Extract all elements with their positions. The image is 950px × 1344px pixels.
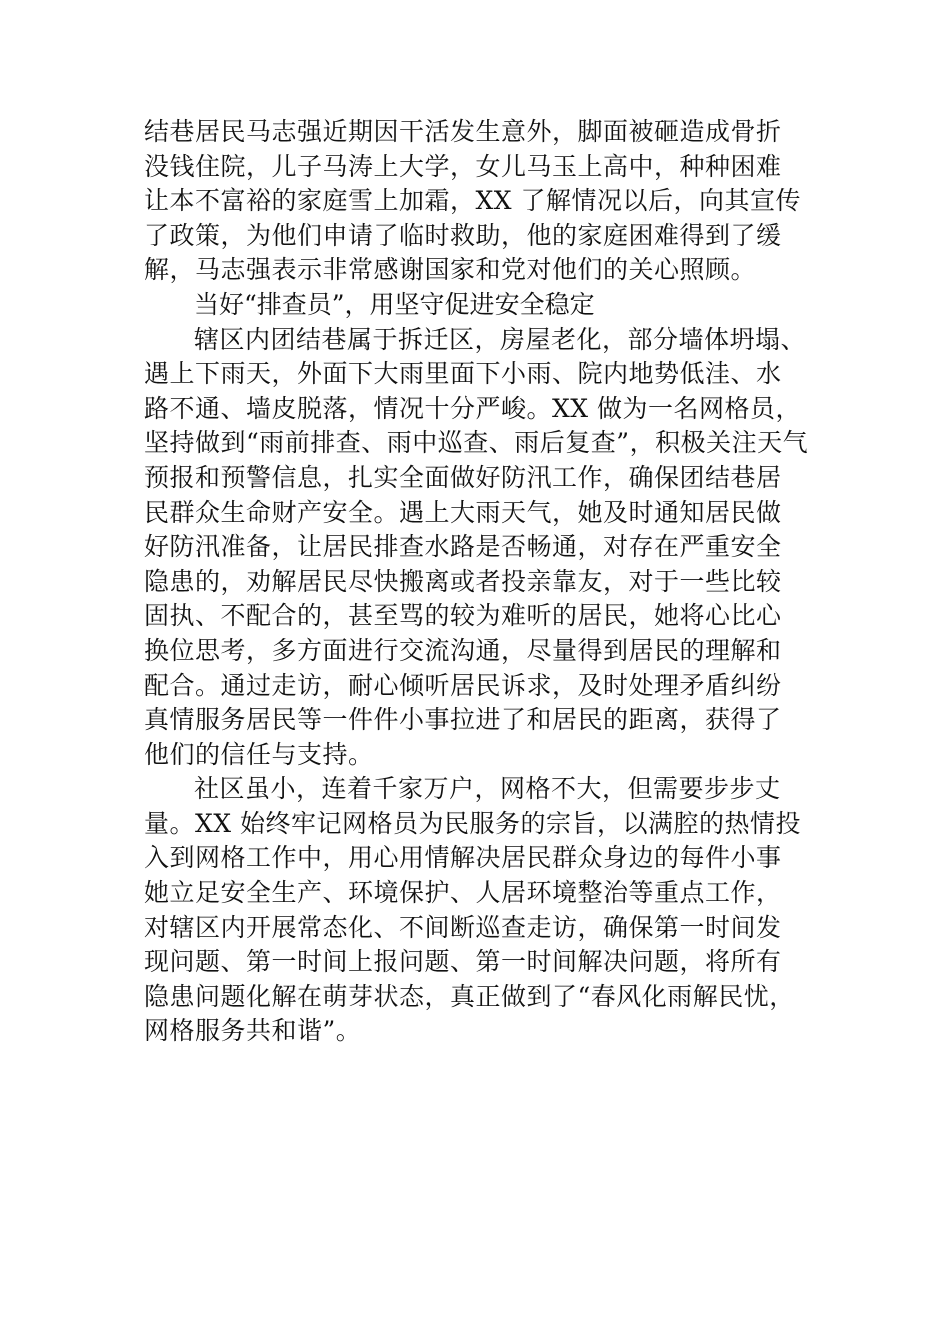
document-page bbox=[144, 115, 809, 1049]
text-line: 入到网格工作中，用心用情解决居民群众身边的每件小事 bbox=[144, 843, 782, 873]
text-line: 对辖区内开展常态化、不间断巡查走访，确保第一时间发 bbox=[144, 912, 782, 942]
text-line: 坚持做到“雨前排查、雨中巡查、雨后复查”，积极关注天气 bbox=[144, 428, 809, 458]
text-line: 固执、不配合的，甚至骂的较为难听的居民，她将心比心 bbox=[144, 601, 782, 631]
paragraph-1 bbox=[144, 115, 809, 288]
text-line: 民群众生命财产安全。遇上大雨天气，她及时通知居民做 bbox=[144, 497, 782, 527]
text-line: 隐患问题化解在萌芽状态，真正做到了“春风化雨解民忧， bbox=[144, 981, 795, 1011]
text-line: 网格服务共和谐”。 bbox=[144, 1016, 362, 1046]
text-line: 辖区内团结巷属于拆迁区，房屋老化，部分墙体坍塌、 bbox=[194, 324, 807, 354]
text-line: 配合。通过走访，耐心倾听居民诉求，及时处理矛盾纠纷 bbox=[144, 670, 782, 700]
text-line: 路不通、墙皮脱落，情况十分严峻。XX 做为一名网格员， bbox=[144, 393, 802, 423]
text-line: 好防汛准备，让居民排查水路是否畅通，对存在严重安全 bbox=[144, 532, 782, 562]
text-line: 没钱住院，儿子马涛上大学，女儿马玉上高中，种种困难 bbox=[144, 151, 782, 181]
text-line: 现问题、第一时间上报问题、第一时间解决问题，将所有 bbox=[144, 947, 782, 977]
text-line: 量。XX 始终牢记网格员为民服务的宗旨，以满腔的热情投 bbox=[144, 808, 802, 838]
text-line: 让本不富裕的家庭雪上加霜，XX 了解情况以后，向其宣传 bbox=[144, 186, 802, 216]
text-line: 隐患的，劝解居民尽快搬离或者投亲靠友，对于一些比较 bbox=[144, 566, 782, 596]
text-line: 他们的信任与支持。 bbox=[144, 739, 374, 769]
text-line: 她立足安全生产、环境保护、人居环境整治等重点工作， bbox=[144, 878, 782, 908]
text-line: 遇上下雨天，外面下大雨里面下小雨、院内地势低洼、水 bbox=[144, 359, 782, 389]
text-line: 真情服务居民等一件件小事拉进了和居民的距离，获得了 bbox=[144, 705, 782, 735]
text-line: 预报和预警信息，扎实全面做好防汛工作，确保团结巷居 bbox=[144, 462, 782, 492]
text-line: 结巷居民马志强近期因干活发生意外，脚面被砸造成骨折 bbox=[144, 117, 782, 146]
text-line: 了政策，为他们申请了临时救助，他的家庭困难得到了缓 bbox=[144, 220, 782, 250]
text-line: 解，马志强表示非常感谢国家和党对他们的关心照顾。 bbox=[144, 255, 757, 285]
text-line: 换位思考，多方面进行交流沟通，尽量得到居民的理解和 bbox=[144, 635, 782, 665]
paragraph-2 bbox=[144, 323, 809, 773]
paragraph-3 bbox=[144, 772, 809, 1049]
section-heading: 当好“排查员”，用坚守促进安全稳定 bbox=[194, 289, 595, 319]
text-line: 社区虽小，连着千家万户，网格不大，但需要步步丈 bbox=[194, 774, 781, 804]
